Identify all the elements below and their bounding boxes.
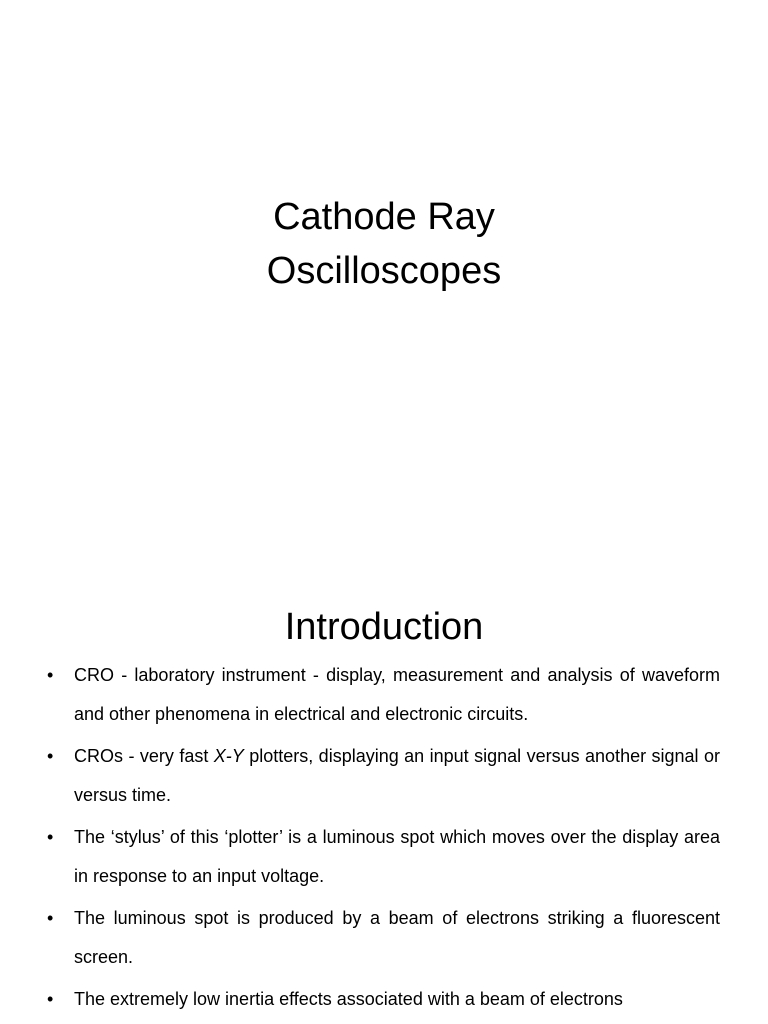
- bullet-item: [47, 656, 720, 734]
- bullet-icon: •: [47, 665, 54, 685]
- bullet-item: [47, 980, 720, 1019]
- bullet-text: [74, 746, 720, 805]
- bullet-icon: •: [47, 908, 54, 928]
- bullet-item: [47, 899, 720, 977]
- bullet-text: The extremely low inertia effects associated with a beam of electrons: [74, 989, 623, 1009]
- slide-title-line-2: Oscilloscopes: [266, 250, 502, 292]
- bullet-text-emphasis: X-Y: [213, 746, 244, 766]
- bullet-icon: •: [47, 989, 54, 1009]
- bullet-item: [47, 818, 720, 896]
- bullet-text: The ‘stylus’ of this ‘plotter’ is a luminous spot which moves over the display area in response to an input voltage.: [74, 827, 720, 886]
- bullet-text-post: plotters, displaying an input signal versus another signal or versus time.: [74, 746, 720, 805]
- section-heading: Introduction: [284, 606, 484, 648]
- bullet-icon: •: [47, 746, 54, 766]
- bullet-text-pre: CROs - very fast: [74, 746, 214, 766]
- bullet-text: CRO - laboratory instrument - display, measurement and analysis of waveform and other phenomena in electrical and electronic circuits.: [74, 665, 720, 724]
- bullet-text: The luminous spot is produced by a beam of electrons striking a fluorescent screen.: [74, 908, 720, 967]
- slide-title-line-1: Cathode Ray: [273, 196, 495, 238]
- slide-title: [0, 190, 768, 298]
- bullet-list: [0, 656, 768, 1022]
- bullet-icon: •: [47, 827, 54, 847]
- bullet-item: [47, 737, 720, 815]
